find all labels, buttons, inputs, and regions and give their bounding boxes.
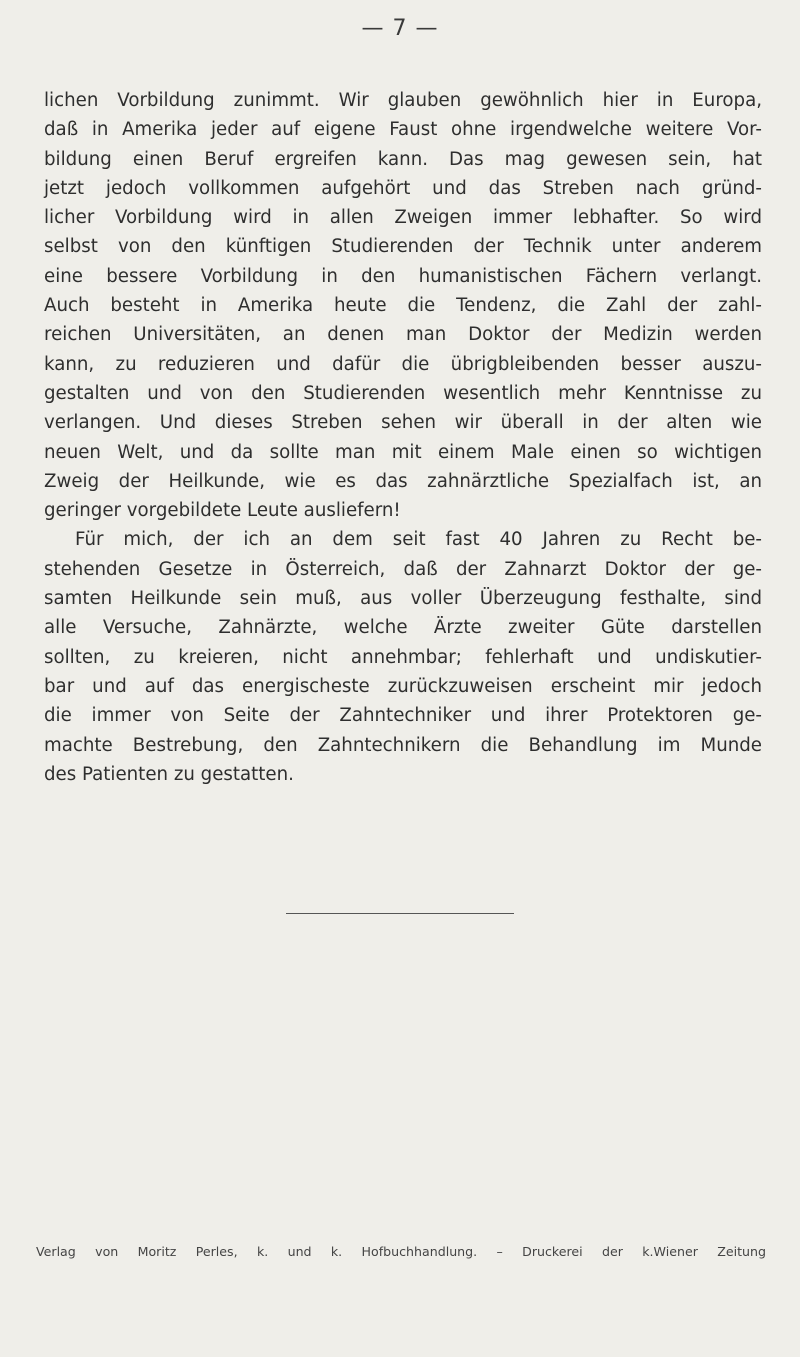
body-text bbox=[44, 86, 762, 789]
text-line: licher Vorbildung wird in allen Zweigen immer lebhafter. So wird bbox=[44, 207, 762, 229]
text-line: eine bessere Vorbildung in den humanistischen Fächern verlangt. bbox=[44, 265, 762, 287]
publisher-imprint: Verlag von Moritz Perles, k. und k. Hofbuchhandlung. – Druckerei der k.Wiener Zeitung bbox=[36, 1244, 766, 1259]
text-line: Auch besteht in Amerika heute die Tendenz, die Zahl der zahl- bbox=[44, 295, 762, 317]
section-divider bbox=[286, 913, 514, 914]
text-line: sollten, zu kreieren, nicht annehmbar; fehlerhaft und undiskutier- bbox=[44, 646, 762, 668]
text-line: neuen Welt, und da sollte man mit einem Male einen so wichtigen bbox=[44, 441, 762, 463]
text-line: die immer von Seite der Zahntechniker und ihrer Protektoren ge- bbox=[44, 705, 762, 727]
text-line: jetzt jedoch vollkommen aufgehört und das Streben nach gründ- bbox=[44, 177, 762, 199]
text-line: lichen Vorbildung zunimmt. Wir glauben gewöhnlich hier in Europa, bbox=[44, 90, 762, 111]
paragraph-end-line: des Patienten zu gestatten. bbox=[44, 763, 294, 785]
text-line: Zweig der Heilkunde, wie es das zahnärztliche Spezialfach ist, an bbox=[44, 470, 762, 492]
text-line: bar und auf das energischeste zurückzuweisen erscheint mir jedoch bbox=[44, 675, 762, 697]
text-line: samten Heilkunde sein muß, aus voller Überzeugung festhalte, sind bbox=[44, 588, 762, 610]
page-number: — 7 — bbox=[361, 16, 439, 41]
text-line: gestalten und von den Studierenden wesentlich mehr Kenntnisse zu bbox=[44, 382, 762, 404]
text-line: alle Versuche, Zahnärzte, welche Ärzte zweiter Güte darstellen bbox=[44, 617, 762, 639]
text-line: bildung einen Beruf ergreifen kann. Das mag gewesen sein, hat bbox=[44, 148, 762, 170]
text-line: kann, zu reduzieren und dafür die übrigbleibenden besser auszu- bbox=[44, 353, 762, 375]
text-line: selbst von den künftigen Studierenden der Technik unter anderem bbox=[44, 236, 762, 258]
paragraph-start-line: Für mich, der ich an dem seit fast 40 Jahren zu Recht be- bbox=[75, 529, 762, 551]
text-line: machte Bestrebung, den Zahntechnikern die Behandlung im Munde bbox=[44, 734, 762, 756]
text-line: stehenden Gesetze in Österreich, daß der Zahnarzt Doktor der ge- bbox=[44, 558, 762, 580]
text-line: daß in Amerika jeder auf eigene Faust ohne irgendwelche weitere Vor- bbox=[44, 119, 762, 141]
paragraph-end-line: geringer vorgebildete Leute ausliefern! bbox=[44, 500, 401, 522]
text-line: reichen Universitäten, an denen man Doktor der Medizin werden bbox=[44, 324, 762, 346]
text-line: verlangen. Und dieses Streben sehen wir überall in der alten wie bbox=[44, 412, 762, 434]
